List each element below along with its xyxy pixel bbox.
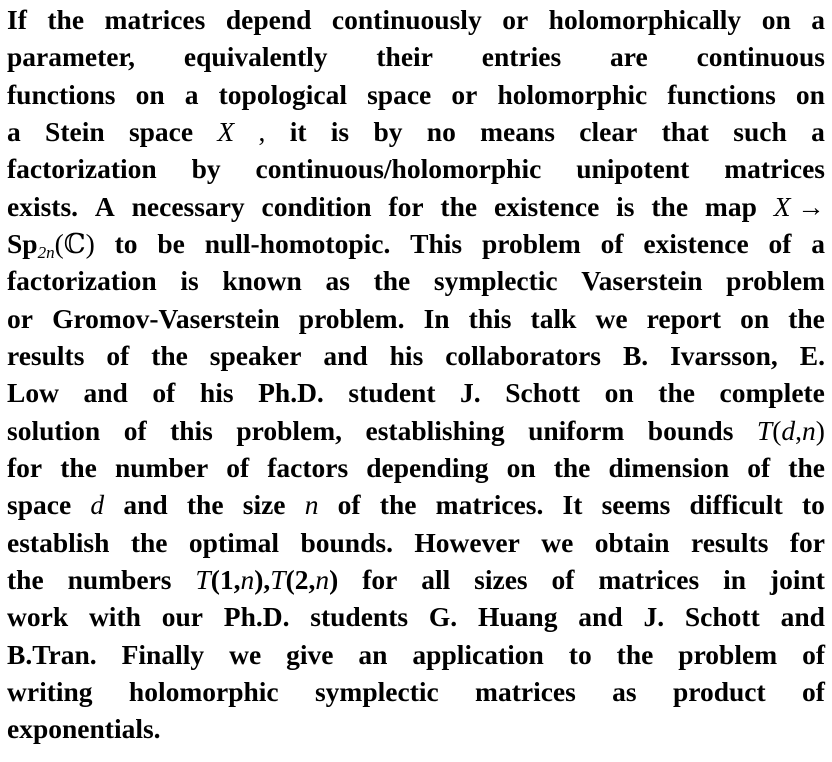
word: Finally [121,639,205,670]
word: are [610,41,648,72]
text-line [7,300,825,337]
word: E. [799,340,825,371]
word: is [330,116,350,147]
word: X [217,116,235,147]
word: existence [493,191,600,222]
word: a [811,228,825,259]
word: is [180,265,199,296]
word: space [7,489,72,520]
word: establishing [365,415,505,446]
word: we [595,303,628,334]
word: X → [773,191,825,222]
word: of [337,489,361,520]
word: of [747,452,771,483]
word: the [373,265,411,296]
word: his [389,340,424,371]
word: bounds [647,415,734,446]
word: students [310,601,409,632]
word: establish [7,527,110,558]
word: obtain [594,527,670,558]
word: the [788,303,825,334]
text-line [7,1,825,38]
word: functions [7,79,116,110]
word: for [7,452,43,483]
word: is [616,191,635,222]
word: factorization [7,153,157,184]
word: map [704,191,757,222]
word: of [106,340,130,371]
word: such [733,116,787,147]
text-line [7,524,825,561]
word: depending [366,452,489,483]
word: that [661,116,709,147]
word: Ph.D. [258,377,324,408]
text-line [7,412,825,449]
word: Low [7,377,59,408]
word: of [802,639,825,670]
text-line [7,636,825,673]
word: matrices [724,153,825,184]
word: the [47,4,85,35]
text-line [7,673,825,710]
word: of [152,377,176,408]
word: work [7,601,69,632]
text-line [7,486,825,523]
word: space [367,79,432,110]
text-line [7,374,825,411]
word: Schott [505,377,581,408]
word: Ivarsson, [670,340,778,371]
word: product [672,676,766,707]
word: holomorphically [548,4,742,35]
word: in [723,564,746,595]
word: the [616,639,654,670]
word: necessary [131,191,245,222]
word: exists. [7,191,79,222]
word: for [789,527,825,558]
word: by [191,153,221,184]
word: null-homotopic. [204,228,391,259]
word: it [289,116,307,147]
word: our [161,601,203,632]
word: on [604,377,634,408]
word: joint [769,564,825,595]
text-line [7,188,825,225]
word: of [226,452,250,483]
word: matrices. [435,489,544,520]
word: the [7,564,44,595]
text-line [7,710,825,747]
word: the [151,340,188,371]
word: Schott [684,601,760,632]
word: T(1,n),T(2,n) [195,564,339,595]
word: on [795,79,825,110]
text-line [7,38,825,75]
word: problem [481,228,581,259]
word: of [600,228,624,259]
word: space [128,116,194,147]
word: writing [7,676,93,707]
word: on [740,303,770,334]
word: an [358,639,388,670]
word: results [691,527,769,558]
word: Stein [45,116,105,147]
word: This [410,228,463,259]
word: continuously [331,4,482,35]
word: equivalently [183,41,328,72]
word: as [612,676,637,707]
word: matrices [475,676,576,707]
word: continuous/holomorphic [255,153,542,184]
word: exponentials. [7,713,161,744]
word: or [7,303,33,334]
word: as [325,265,350,296]
word: In [423,303,450,334]
word: and [323,340,368,371]
word: the [658,377,695,408]
text-line [7,561,825,598]
word: for [362,564,398,595]
word: factorization [7,265,157,296]
word: the [379,489,417,520]
text-line [7,150,825,187]
word: difficult [689,489,783,520]
word: matrices [104,4,206,35]
word: and [123,489,168,520]
word: no [426,116,456,147]
text-line [7,598,825,635]
word: depend [225,4,312,35]
word: functions [667,79,776,110]
word: give [286,639,334,670]
word: Huang [477,601,558,632]
word: and [83,377,128,408]
word: solution [7,415,101,446]
word: topological [218,79,347,110]
word: this [468,303,512,334]
word: n [304,489,319,520]
word: his [199,377,234,408]
word: J. [643,601,665,632]
word: a [811,116,825,147]
word: size [242,489,286,520]
word: for [388,191,424,222]
word: T(d,n) [756,415,825,446]
word: to [801,489,825,520]
word: B.Tran. [7,639,97,670]
word: sizes [474,564,528,595]
word: this [170,415,213,446]
text-line [7,449,825,486]
word: J. [460,377,481,408]
word: G. [428,601,458,632]
word: to [568,639,592,670]
word: known [222,265,302,296]
word: a [184,79,199,110]
word: Ph.D. [223,601,290,632]
word: results [7,340,85,371]
word: by [373,116,403,147]
word: on [135,79,165,110]
word: continuous [696,41,825,72]
word: the [60,452,97,483]
word: optimal [188,527,280,558]
word: on [506,452,536,483]
word: holomorphic [497,79,648,110]
word: $Sp_{2n}(ℂ)$ [7,228,95,263]
word: , [258,116,266,147]
word: a [811,4,825,35]
word: seems [601,489,671,520]
word: report [646,303,721,334]
word: a [7,116,21,147]
word: of [123,415,147,446]
word: matrices [598,564,700,595]
word: the [788,452,825,483]
word: existence [643,228,749,259]
word: entries [481,41,562,72]
word: the [130,527,168,558]
word: uniform [528,415,625,446]
word: d [90,489,105,520]
word: of [768,228,792,259]
word: Vaserstein [581,265,703,296]
word: problem. [298,303,405,334]
word: speaker [209,340,302,371]
word: condition [261,191,372,222]
word: symplectic [314,676,439,707]
word: the [440,191,478,222]
word: we [541,527,574,558]
word: the [651,191,689,222]
word: and [578,601,623,632]
word: bounds. [300,527,393,558]
word: number [114,452,209,483]
word: factors [267,452,349,483]
text-line [7,262,825,299]
text-line [7,225,825,262]
word: A [94,191,115,222]
word: It [562,489,583,520]
word: unipotent [576,153,690,184]
word: their [376,41,433,72]
word: with [88,601,141,632]
word: be [157,228,185,259]
word: of [802,676,825,707]
word: talk [530,303,577,334]
word: the [553,452,591,483]
word: numbers [67,564,172,595]
word: student [348,377,436,408]
word: all [421,564,451,595]
word: on [761,4,791,35]
word: the [186,489,224,520]
word: symplectic [433,265,558,296]
word: or [502,4,529,35]
word: Gromov-Vaserstein [52,303,280,334]
word: holomorphic [128,676,279,707]
word: parameter, [7,41,136,72]
word: of [551,564,575,595]
word: complete [719,377,825,408]
word: dimension [608,452,730,483]
text-line [7,76,825,113]
word: means [480,116,555,147]
word: problem [726,265,825,296]
word: If [7,4,27,35]
word: and [780,601,825,632]
word: However [414,527,520,558]
word: clear [579,116,638,147]
word: or [451,79,478,110]
word: to [114,228,138,259]
word: application [412,639,544,670]
word: we [229,639,262,670]
word: problem, [236,415,343,446]
word: problem [678,639,778,670]
text-line [7,113,825,150]
word: collaborators [445,340,602,371]
text-line [7,337,825,374]
word: B. [622,340,649,371]
